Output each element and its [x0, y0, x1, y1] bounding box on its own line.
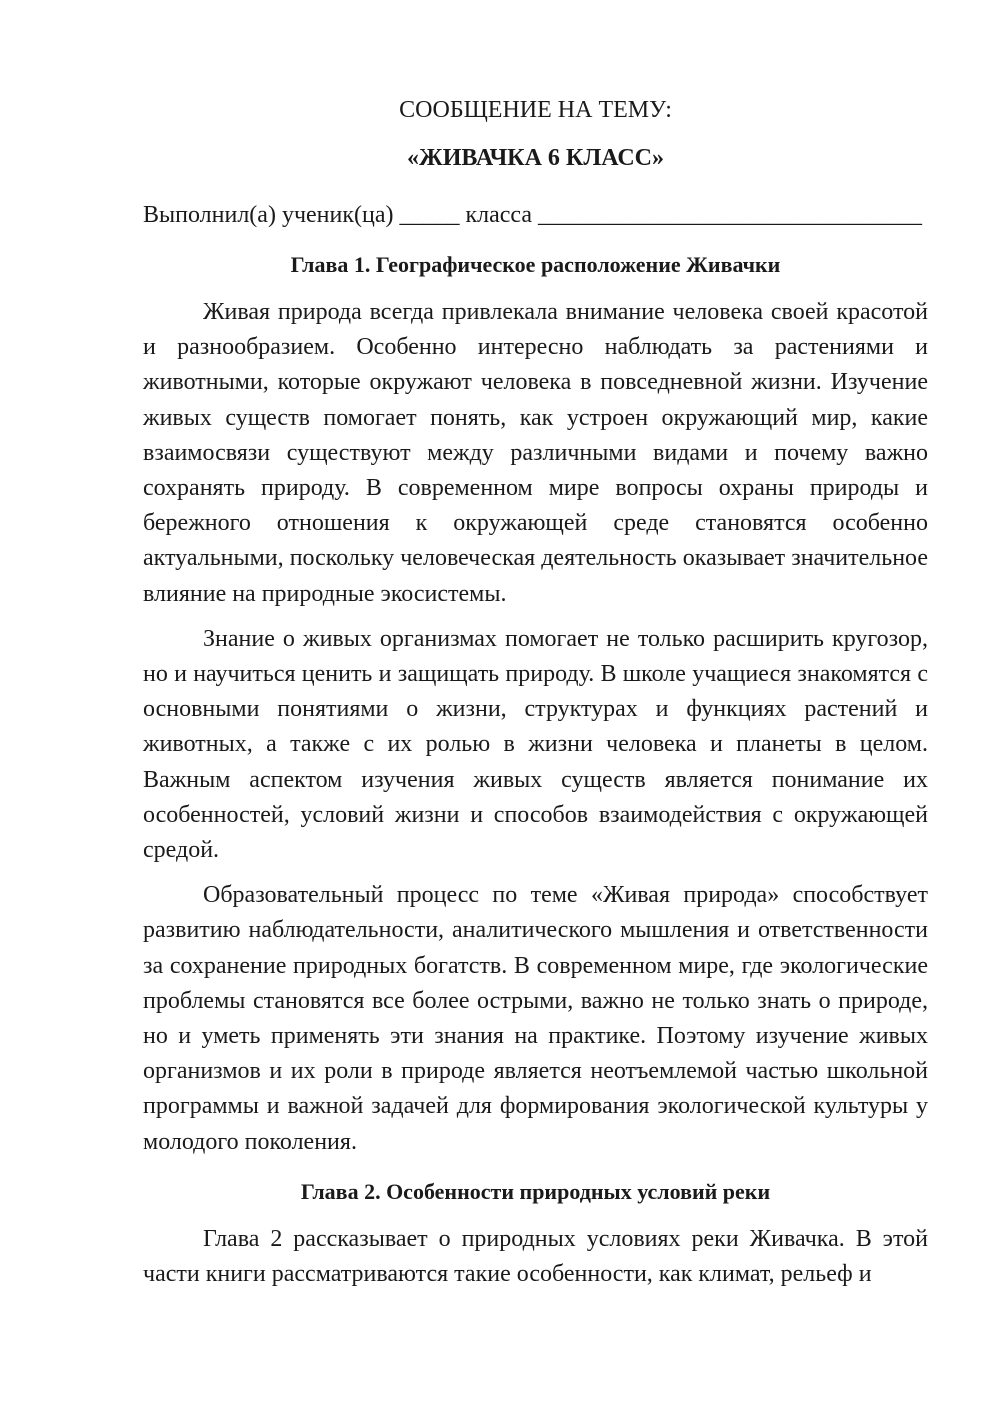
report-title: «ЖИВАЧКА 6 КЛАСС»	[406, 145, 664, 171]
chapter-1-paragraph: Образовательный процесс по теме «Живая природа» способствует развитию наблюдательности, аналитического мышления и ответственности за сохранение природных богатств. В современном мире, где экологические проблемы становятся все более острыми, важно не только знать о природе, но и уметь применять эти знания на практике. Поэтому изучение живых организмов и их роли в природе является неотъемлемой частью школьной программы и важной задачей для формирования экологической культуры у молодого поколения.	[143, 882, 928, 1155]
chapter-1-paragraph: Живая природа всегда привлекала внимание человека своей красотой и разнообразием. Особенно интересно наблюдать за растениями и животными, которые окружают человека в повседневной жизни. Изучение живых существ помогает понять, как устроен окружающий мир, какие взаимосвязи существуют между различными видами и почему важно сохранять природу. В современном мире вопросы охраны природы и бережного отношения к окружающей среде становятся особенно актуальными, поскольку человеческая деятельность оказывает значительное влияние на природные экосистемы.	[143, 299, 928, 607]
chapter-1-paragraph: Знание о живых организмах помогает не только расширить кругозор, но и научиться ценить и защищать природу. В школе учащиеся знакомятся с основными понятиями о жизни, структурах и функциях растений и животных, а также с их ролью в жизни человека и планеты в целом. Важным аспектом изучения живых существ является понимание их особенностей, условий жизни и способов взаимодействия с окружающей средой.	[143, 625, 928, 864]
chapter-2-paragraph: Глава 2 рассказывает о природных условиях реки Живачка. В этой части книги рассматриваются такие особенности, как климат, рельеф и	[143, 1225, 928, 1288]
student-info-line: Выполнил(а) ученик(ца) _____ класса ________________________________	[143, 202, 923, 228]
document-page	[143, 92, 928, 1292]
report-topic-heading: СООБЩЕНИЕ НА ТЕМУ:	[399, 97, 672, 123]
chapter-2-title: Глава 2. Особенности природных условий реки	[300, 1178, 771, 1204]
chapter-1-title: Глава 1. Географическое расположение Живачки	[290, 252, 781, 277]
